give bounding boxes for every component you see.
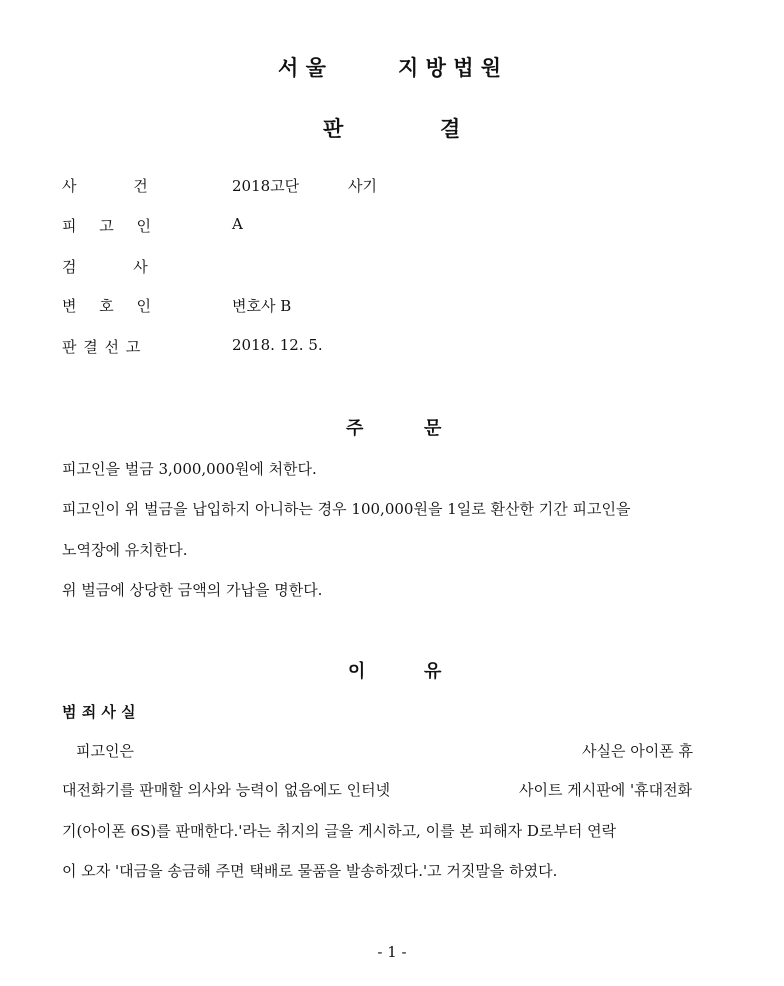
defendant-label: 피 고 인 xyxy=(62,217,152,235)
facts-line1-start: 피고인은 xyxy=(76,742,134,760)
facts-line3: 기(아이폰 6S)를 판매한다.'라는 취지의 글을 게시하고, 이를 본 피해자 D로부터 연락 xyxy=(62,822,617,840)
order-line: 피고인이 위 벌금을 납입하지 아니하는 경우 100,000원을 1일로 환산한 기간 피고인을 xyxy=(62,500,631,518)
order-heading-part2: 문 xyxy=(424,418,442,439)
facts-line4: 이 오자 '대금을 송금해 주면 택배로 물품을 발송하겠다.'고 거짓말을 하였다. xyxy=(62,862,558,880)
order-line: 위 벌금에 상당한 금액의 가납을 명한다. xyxy=(62,581,323,599)
facts-subheading: 범 죄 사 실 xyxy=(62,703,136,721)
prosecutor-label: 검 사 xyxy=(62,258,148,276)
court-name-part1: 서 울 xyxy=(278,56,326,80)
case-name: 사기 xyxy=(348,177,377,195)
sentence-date-value: 2018. 12. 5. xyxy=(232,336,323,354)
case-number: 2018고단 xyxy=(232,177,300,195)
court-name-part2: 지 방 법 원 xyxy=(398,56,502,80)
facts-line2-start: 대전화기를 판매할 의사와 능력이 없음에도 인터넷 xyxy=(62,781,391,799)
reasons-heading-part1: 이 xyxy=(348,661,366,682)
facts-line1-end: 사실은 아이폰 휴 xyxy=(582,742,693,760)
order-line: 노역장에 유치한다. xyxy=(62,541,188,559)
counsel-label: 변 호 인 xyxy=(62,297,152,315)
order-heading-part1: 주 xyxy=(346,418,364,439)
reasons-heading-part2: 유 xyxy=(424,661,442,682)
case-label: 사 건 xyxy=(62,177,148,195)
defendant-value: A xyxy=(232,215,243,233)
counsel-value: 변호사 B xyxy=(232,297,292,315)
sentence-date-label: 판 결 선 고 xyxy=(62,338,141,356)
document-title-part1: 판 xyxy=(323,117,344,141)
facts-line2-end: 사이트 게시판에 '휴대전화 xyxy=(519,781,693,799)
order-line: 피고인을 벌금 3,000,000원에 처한다. xyxy=(62,460,317,478)
document-title-part2: 결 xyxy=(440,117,461,141)
page-number: - 1 - xyxy=(377,943,407,961)
